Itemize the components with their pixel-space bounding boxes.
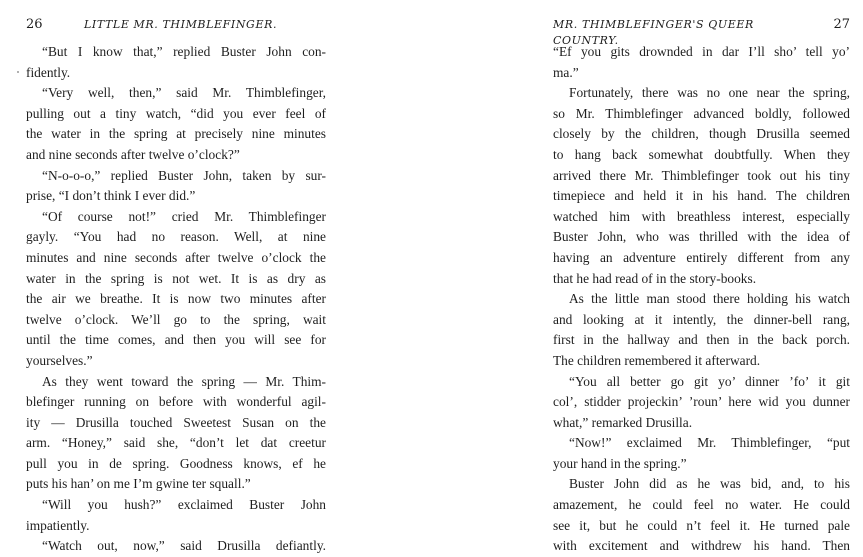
text-line: your hand in the spring.” bbox=[553, 455, 687, 471]
text-line: ma.” bbox=[553, 64, 579, 80]
left-page-body bbox=[26, 42, 326, 557]
running-head: LITTLE MR. THIMBLEFINGER. bbox=[84, 18, 278, 31]
text-line: “Of course not!” cried Mr. Thimblefinger bbox=[42, 208, 326, 224]
text-line: impatiently. bbox=[26, 517, 90, 533]
text-line: amazement, he could feel no water. He could bbox=[553, 497, 850, 513]
right-page-body bbox=[553, 42, 850, 557]
text-line: pulling out a tiny watch, “did you ever feel of bbox=[26, 105, 326, 121]
text-line: As the little man stood there holding his watch bbox=[569, 291, 850, 307]
text-line: to hang back somewhat doubtfully. When they bbox=[553, 146, 850, 162]
text-line: until the time comes, and then you will see for bbox=[26, 332, 326, 348]
text-line: and looking at it intently, the dinner-bell rang, bbox=[553, 311, 850, 327]
text-line: ity — Drusilla touched Sweetest Susan on the bbox=[26, 414, 326, 430]
text-line: watched him with breathless interest, especially bbox=[553, 208, 850, 224]
text-line: “Now!” exclaimed Mr. Thimblefinger, “put bbox=[569, 435, 850, 451]
text-line: yourselves.” bbox=[26, 352, 93, 368]
running-head: MR. THIMBLEFINGER'S QUEER COUNTRY. bbox=[553, 18, 754, 47]
text-line: the water in the spring at precisely nine minutes bbox=[26, 126, 326, 142]
text-line: puts his han’ on me I’m gwine ter squall.” bbox=[26, 476, 251, 492]
text-line: col’, stidder projeckin’ ’roun’ here wid you dunner bbox=[553, 394, 850, 410]
right-page bbox=[553, 0, 850, 554]
text-line: pull you in de spring. Goodness knows, ef he bbox=[26, 455, 326, 471]
text-line: first in the hallway and then in the back porch. bbox=[553, 332, 850, 348]
text-line: Buster John did as he was bid, and, to his bbox=[569, 476, 850, 492]
text-line: prise, “I don’t think I ever did.” bbox=[26, 188, 196, 204]
text-line: minutes and nine seconds after twelve o’clock the bbox=[26, 249, 326, 265]
text-line: closely by the children, though Drusilla seemed bbox=[553, 126, 850, 142]
page-number: 27 bbox=[833, 17, 850, 32]
left-page bbox=[26, 0, 326, 554]
text-line: blefinger running on before with wonderful agil- bbox=[26, 394, 326, 410]
text-line: water in the spring is not wet. It is as dry as bbox=[26, 270, 326, 286]
left-page-header bbox=[26, 17, 326, 33]
text-line: what,” remarked Drusilla. bbox=[553, 414, 693, 430]
text-line: twelve o’clock. We’ll go to the spring, wait bbox=[26, 311, 326, 327]
text-line: gayly. “You had no reason. Well, at nine bbox=[26, 229, 326, 245]
text-line: “N-o-o-o,” replied Buster John, taken by sur- bbox=[42, 167, 326, 183]
text-line: the air we breathe. It is now two minutes after bbox=[26, 291, 326, 307]
text-line: arrived there Mr. Thimblefinger took out his tiny bbox=[553, 167, 850, 183]
text-line: “You all better go git yo’ dinner ’fo’ it git bbox=[569, 373, 850, 389]
speck-mark bbox=[17, 71, 19, 73]
text-line: with excitement and withdrew his hand. Then bbox=[553, 538, 850, 554]
text-line: that he had read of in the story-books. bbox=[553, 270, 757, 286]
text-line: “Will you hush?” exclaimed Buster John bbox=[42, 497, 326, 513]
text-line: “But I know that,” replied Buster John con- bbox=[42, 44, 326, 59]
right-page-header bbox=[553, 17, 850, 47]
text-line: “Ef you gits drownded in dar I’ll sho’ tell yo’ bbox=[553, 44, 850, 59]
text-line: having an adventure entirely different from any bbox=[553, 249, 850, 265]
text-line: fidently. bbox=[26, 64, 71, 80]
text-line: and nine seconds after twelve o’clock?” bbox=[26, 146, 240, 162]
page-number: 26 bbox=[26, 17, 43, 32]
text-line: The children remembered it afterward. bbox=[553, 352, 761, 368]
text-line: Buster John, who was thrilled with the idea of bbox=[553, 229, 850, 245]
text-line: As they went toward the spring — Mr. Thim- bbox=[42, 373, 326, 389]
text-line: arm. “Honey,” said she, “don’t let dat creetur bbox=[26, 435, 326, 451]
text-line: Fortunately, there was no one near the spring, bbox=[569, 85, 850, 101]
text-line: timepiece and held it in his hand. The children bbox=[553, 188, 850, 204]
text-line: so Mr. Thimblefinger advanced boldly, followed bbox=[553, 105, 850, 121]
text-line: “Watch out, now,” said Drusilla defiantly. bbox=[42, 538, 326, 554]
text-line: see it, but he could n’t feel it. He turned pale bbox=[553, 517, 850, 533]
text-line: “Very well, then,” said Mr. Thimblefinger, bbox=[42, 85, 326, 101]
